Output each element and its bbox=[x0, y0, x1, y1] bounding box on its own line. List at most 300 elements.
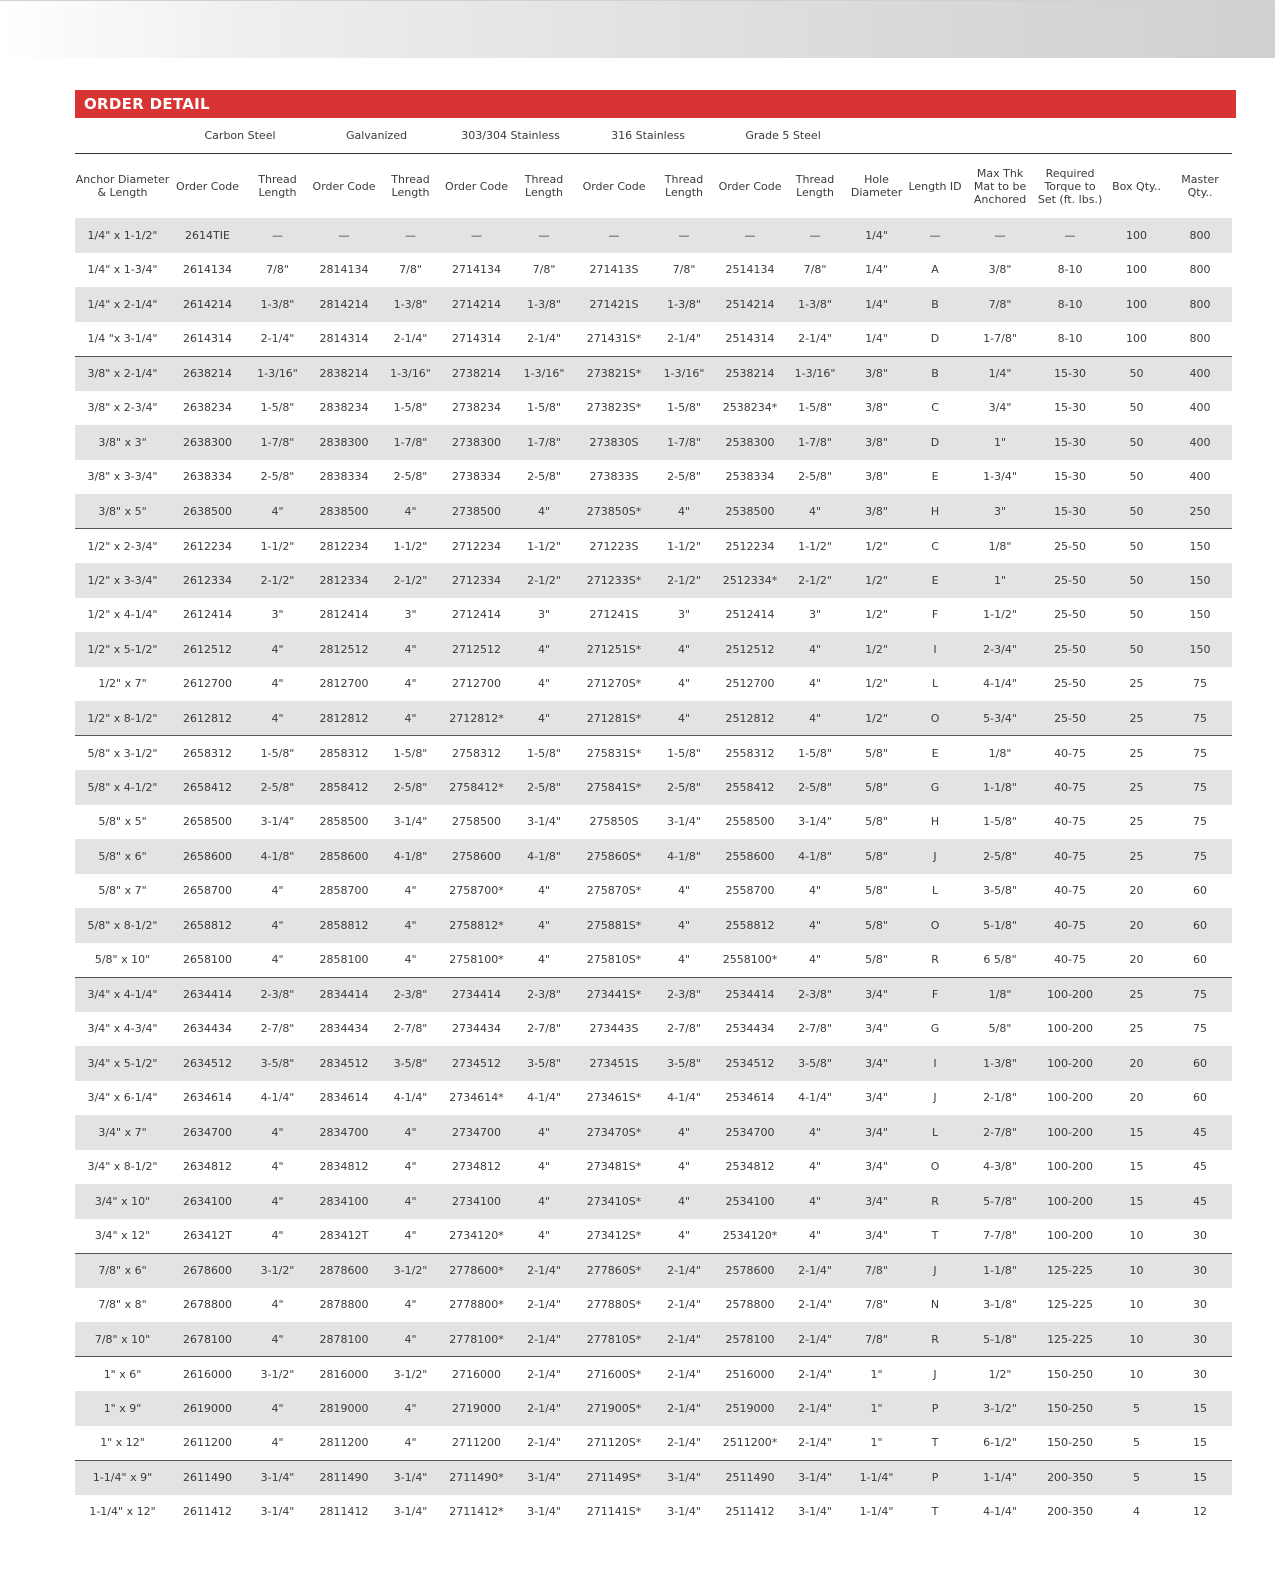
cell-anchor-diameter-length: 1/2" x 8-1/2" bbox=[75, 701, 170, 736]
cell-order-code: 2758100* bbox=[443, 943, 510, 978]
cell-order-code: 275850S bbox=[578, 805, 650, 840]
cell-order-code: 2658100 bbox=[170, 943, 245, 978]
cell-order-code: 2558700 bbox=[718, 874, 782, 909]
cell-thread-length: 4" bbox=[782, 1184, 848, 1219]
cell-box-qty: 25 bbox=[1105, 1012, 1168, 1047]
cell-order-code: 2514134 bbox=[718, 253, 782, 288]
cell-master-qty: 15 bbox=[1168, 1391, 1232, 1426]
cell-thread-length: 4" bbox=[650, 874, 718, 909]
cell-thread-length: 7/8" bbox=[650, 253, 718, 288]
cell-master-qty: 45 bbox=[1168, 1184, 1232, 1219]
table-row bbox=[75, 563, 1232, 598]
table-row bbox=[75, 1460, 1232, 1495]
cell-hole-diameter: 3/4" bbox=[848, 1081, 905, 1116]
cell-box-qty: 100 bbox=[1105, 322, 1168, 357]
cell-anchor-diameter-length: 1/4 "x 3-1/4" bbox=[75, 322, 170, 357]
cell-thread-length: 2-1/2" bbox=[378, 563, 443, 598]
cell-thread-length: 4" bbox=[378, 632, 443, 667]
cell-order-code: 2538500 bbox=[718, 494, 782, 529]
cell-order-code: 271149S* bbox=[578, 1460, 650, 1495]
cell-thread-length: 1-5/8" bbox=[650, 736, 718, 771]
table-row bbox=[75, 425, 1232, 460]
cell-order-code: 2612512 bbox=[170, 632, 245, 667]
cell-thread-length: 1-5/8" bbox=[378, 391, 443, 426]
cell-thread-length: 1-3/16" bbox=[510, 356, 578, 391]
cell-anchor-diameter-length: 5/8" x 10" bbox=[75, 943, 170, 978]
cell-thread-length: 4" bbox=[650, 908, 718, 943]
cell-hole-diameter: 3/4" bbox=[848, 1046, 905, 1081]
cell-order-code: 2834512 bbox=[310, 1046, 378, 1081]
order-detail-banner bbox=[75, 90, 1236, 118]
cell-max-thk-mat-to-be-anchored: 1" bbox=[965, 563, 1035, 598]
cell-order-code: 2812414 bbox=[310, 598, 378, 633]
cell-thread-length: 2-1/2" bbox=[650, 563, 718, 598]
cell-length-id: F bbox=[905, 598, 965, 633]
cell-order-code: 2512234 bbox=[718, 529, 782, 564]
cell-length-id: B bbox=[905, 356, 965, 391]
cell-thread-length: 4" bbox=[378, 1322, 443, 1357]
cell-thread-length: 3-5/8" bbox=[782, 1046, 848, 1081]
cell-order-code: 2519000 bbox=[718, 1391, 782, 1426]
cell-anchor-diameter-length: 5/8" x 6" bbox=[75, 839, 170, 874]
cell-length-id: I bbox=[905, 632, 965, 667]
cell-order-code: 2534100 bbox=[718, 1184, 782, 1219]
cell-order-code: 2834700 bbox=[310, 1115, 378, 1150]
cell-order-code: 2611412 bbox=[170, 1495, 245, 1530]
cell-length-id: L bbox=[905, 667, 965, 702]
table-row bbox=[75, 1150, 1232, 1185]
cell-thread-length: 4" bbox=[245, 494, 310, 529]
cell-box-qty: 50 bbox=[1105, 356, 1168, 391]
cell-required-torque-to-set-ft-lbs: 125-225 bbox=[1035, 1288, 1105, 1323]
cell-thread-length: 4" bbox=[650, 667, 718, 702]
cell-order-code: 2858312 bbox=[310, 736, 378, 771]
cell-master-qty: 400 bbox=[1168, 391, 1232, 426]
page-header-band bbox=[0, 0, 1275, 58]
cell-order-code: 2719000 bbox=[443, 1391, 510, 1426]
cell-order-code: 2634614 bbox=[170, 1081, 245, 1116]
cell-thread-length: 2-1/4" bbox=[782, 1357, 848, 1392]
cell-anchor-diameter-length: 7/8" x 8" bbox=[75, 1288, 170, 1323]
cell-thread-length: 4" bbox=[245, 1426, 310, 1461]
cell-thread-length: 4" bbox=[650, 701, 718, 736]
cell-box-qty: 20 bbox=[1105, 943, 1168, 978]
cell-required-torque-to-set-ft-lbs: 40-75 bbox=[1035, 736, 1105, 771]
cell-length-id: J bbox=[905, 839, 965, 874]
cell-thread-length: 2-1/2" bbox=[510, 563, 578, 598]
cell-order-code: 271421S bbox=[578, 287, 650, 322]
cell-thread-length: 2-1/4" bbox=[782, 1426, 848, 1461]
cell-thread-length: 4" bbox=[245, 1219, 310, 1254]
column-header-master-qty: Master Qty.. bbox=[1181, 173, 1219, 199]
cell-required-torque-to-set-ft-lbs: 100-200 bbox=[1035, 1046, 1105, 1081]
cell-box-qty: 50 bbox=[1105, 632, 1168, 667]
cell-thread-length: 4" bbox=[378, 701, 443, 736]
table-row bbox=[75, 632, 1232, 667]
cell-master-qty: 400 bbox=[1168, 460, 1232, 495]
cell-thread-length: 4-1/4" bbox=[378, 1081, 443, 1116]
cell-order-code: 2578600 bbox=[718, 1253, 782, 1288]
cell-hole-diameter: 3/4" bbox=[848, 1184, 905, 1219]
cell-order-code: 2678600 bbox=[170, 1253, 245, 1288]
cell-master-qty: 150 bbox=[1168, 598, 1232, 633]
cell-length-id: P bbox=[905, 1391, 965, 1426]
cell-order-code: 2714314 bbox=[443, 322, 510, 357]
cell-thread-length: 3-1/2" bbox=[378, 1357, 443, 1392]
cell-order-code: 2778800* bbox=[443, 1288, 510, 1323]
cell-hole-diameter: 1/4" bbox=[848, 253, 905, 288]
cell-master-qty: 15 bbox=[1168, 1460, 1232, 1495]
cell-thread-length: 3-1/4" bbox=[510, 1460, 578, 1495]
cell-master-qty: 15 bbox=[1168, 1426, 1232, 1461]
cell-length-id: T bbox=[905, 1426, 965, 1461]
cell-order-code: 2612334 bbox=[170, 563, 245, 598]
cell-master-qty: 30 bbox=[1168, 1253, 1232, 1288]
cell-hole-diameter: 3/4" bbox=[848, 977, 905, 1012]
cell-thread-length: 2-1/4" bbox=[782, 322, 848, 357]
cell-length-id: J bbox=[905, 1253, 965, 1288]
cell-required-torque-to-set-ft-lbs: 150-250 bbox=[1035, 1426, 1105, 1461]
cell-order-code: 2858500 bbox=[310, 805, 378, 840]
cell-anchor-diameter-length: 5/8" x 4-1/2" bbox=[75, 770, 170, 805]
cell-master-qty: 60 bbox=[1168, 943, 1232, 978]
cell-thread-length: 2-3/8" bbox=[245, 977, 310, 1012]
cell-thread-length: 2-5/8" bbox=[378, 770, 443, 805]
cell-length-id: O bbox=[905, 701, 965, 736]
cell-length-id: L bbox=[905, 874, 965, 909]
cell-thread-length: 3-1/4" bbox=[245, 1460, 310, 1495]
cell-thread-length: 3-1/4" bbox=[782, 1495, 848, 1530]
cell-thread-length: 4" bbox=[650, 494, 718, 529]
column-header-row bbox=[75, 154, 1232, 219]
cell-thread-length: 3-5/8" bbox=[510, 1046, 578, 1081]
cell-max-thk-mat-to-be-anchored: 5-1/8" bbox=[965, 1322, 1035, 1357]
table-row bbox=[75, 494, 1232, 529]
cell-order-code: 275841S* bbox=[578, 770, 650, 805]
cell-master-qty: 800 bbox=[1168, 322, 1232, 357]
cell-order-code: 273441S* bbox=[578, 977, 650, 1012]
cell-hole-diameter: 1" bbox=[848, 1391, 905, 1426]
cell-thread-length: 2-3/8" bbox=[782, 977, 848, 1012]
cell-order-code: 2558600 bbox=[718, 839, 782, 874]
cell-master-qty: 75 bbox=[1168, 977, 1232, 1012]
group-303-304-stainless: 303/304 Stainless bbox=[443, 118, 578, 154]
cell-thread-length: 2-1/4" bbox=[782, 1322, 848, 1357]
cell-thread-length: 4" bbox=[650, 632, 718, 667]
cell-order-code: 2734812 bbox=[443, 1150, 510, 1185]
cell-thread-length: 4" bbox=[510, 943, 578, 978]
cell-thread-length: 1-7/8" bbox=[510, 425, 578, 460]
cell-thread-length: — bbox=[650, 218, 718, 253]
cell-order-code: 2611200 bbox=[170, 1426, 245, 1461]
cell-order-code: 2612414 bbox=[170, 598, 245, 633]
cell-thread-length: 4" bbox=[378, 1150, 443, 1185]
cell-length-id: E bbox=[905, 563, 965, 598]
cell-anchor-diameter-length: 1" x 6" bbox=[75, 1357, 170, 1392]
cell-order-code: 2711490* bbox=[443, 1460, 510, 1495]
table-row bbox=[75, 391, 1232, 426]
cell-order-code: 2819000 bbox=[310, 1391, 378, 1426]
cell-thread-length: 2-5/8" bbox=[782, 460, 848, 495]
cell-order-code: 2758500 bbox=[443, 805, 510, 840]
cell-length-id: F bbox=[905, 977, 965, 1012]
cell-order-code: 2812512 bbox=[310, 632, 378, 667]
cell-anchor-diameter-length: 5/8" x 3-1/2" bbox=[75, 736, 170, 771]
cell-thread-length: 4" bbox=[245, 943, 310, 978]
table-row bbox=[75, 460, 1232, 495]
cell-thread-length: 3-5/8" bbox=[245, 1046, 310, 1081]
cell-order-code: 271281S* bbox=[578, 701, 650, 736]
cell-thread-length: 4" bbox=[378, 667, 443, 702]
cell-thread-length: 4" bbox=[245, 632, 310, 667]
cell-hole-diameter: 7/8" bbox=[848, 1253, 905, 1288]
cell-required-torque-to-set-ft-lbs: 15-30 bbox=[1035, 460, 1105, 495]
cell-order-code: 2658312 bbox=[170, 736, 245, 771]
cell-order-code: 2634100 bbox=[170, 1184, 245, 1219]
cell-anchor-diameter-length: 3/8" x 3-3/4" bbox=[75, 460, 170, 495]
table-row bbox=[75, 1357, 1232, 1392]
cell-thread-length: 4" bbox=[510, 667, 578, 702]
cell-order-code: 2538334 bbox=[718, 460, 782, 495]
cell-master-qty: 75 bbox=[1168, 770, 1232, 805]
cell-order-code: 277880S* bbox=[578, 1288, 650, 1323]
cell-thread-length: 4" bbox=[510, 1150, 578, 1185]
cell-box-qty: 15 bbox=[1105, 1150, 1168, 1185]
cell-hole-diameter: 3/4" bbox=[848, 1150, 905, 1185]
cell-thread-length: 1-3/8" bbox=[650, 287, 718, 322]
cell-thread-length: 2-1/4" bbox=[782, 1288, 848, 1323]
table-row bbox=[75, 1495, 1232, 1530]
cell-max-thk-mat-to-be-anchored: 3-1/8" bbox=[965, 1288, 1035, 1323]
cell-box-qty: 50 bbox=[1105, 391, 1168, 426]
cell-required-torque-to-set-ft-lbs: 100-200 bbox=[1035, 1219, 1105, 1254]
cell-anchor-diameter-length: 5/8" x 5" bbox=[75, 805, 170, 840]
cell-anchor-diameter-length: 1/2" x 5-1/2" bbox=[75, 632, 170, 667]
cell-required-torque-to-set-ft-lbs: 200-350 bbox=[1035, 1460, 1105, 1495]
cell-order-code: 2758600 bbox=[443, 839, 510, 874]
cell-box-qty: 10 bbox=[1105, 1288, 1168, 1323]
cell-order-code: 2734700 bbox=[443, 1115, 510, 1150]
cell-length-id: G bbox=[905, 770, 965, 805]
cell-box-qty: 25 bbox=[1105, 701, 1168, 736]
cell-thread-length: 4" bbox=[510, 632, 578, 667]
cell-thread-length: 2-7/8" bbox=[510, 1012, 578, 1047]
cell-master-qty: 30 bbox=[1168, 1357, 1232, 1392]
cell-thread-length: 2-1/4" bbox=[510, 1426, 578, 1461]
cell-thread-length: 7/8" bbox=[510, 253, 578, 288]
cell-length-id: O bbox=[905, 908, 965, 943]
cell-order-code: 2534614 bbox=[718, 1081, 782, 1116]
cell-order-code: 2712812* bbox=[443, 701, 510, 736]
cell-thread-length: 1-3/8" bbox=[782, 287, 848, 322]
cell-max-thk-mat-to-be-anchored: 5-7/8" bbox=[965, 1184, 1035, 1219]
cell-thread-length: 4" bbox=[245, 874, 310, 909]
cell-box-qty: 10 bbox=[1105, 1322, 1168, 1357]
cell-order-code: 273821S* bbox=[578, 356, 650, 391]
cell-thread-length: — bbox=[510, 218, 578, 253]
cell-max-thk-mat-to-be-anchored: — bbox=[965, 218, 1035, 253]
cell-thread-length: 4-1/8" bbox=[650, 839, 718, 874]
cell-thread-length: 4" bbox=[245, 667, 310, 702]
cell-thread-length: — bbox=[245, 218, 310, 253]
cell-order-code: 2838234 bbox=[310, 391, 378, 426]
table-row bbox=[75, 598, 1232, 633]
cell-hole-diameter: 5/8" bbox=[848, 908, 905, 943]
cell-order-code: 2578100 bbox=[718, 1322, 782, 1357]
cell-order-code: 2812812 bbox=[310, 701, 378, 736]
cell-order-code: 2619000 bbox=[170, 1391, 245, 1426]
column-header-thread-length: Thread Length bbox=[391, 173, 430, 199]
cell-order-code: 271431S* bbox=[578, 322, 650, 357]
cell-length-id: L bbox=[905, 1115, 965, 1150]
cell-thread-length: 4" bbox=[245, 1322, 310, 1357]
table-row bbox=[75, 770, 1232, 805]
column-header-order-code: Order Code bbox=[445, 179, 508, 193]
cell-thread-length: 3-1/4" bbox=[378, 1460, 443, 1495]
cell-order-code: 277810S* bbox=[578, 1322, 650, 1357]
cell-order-code: 2512334* bbox=[718, 563, 782, 598]
cell-required-torque-to-set-ft-lbs: 200-350 bbox=[1035, 1495, 1105, 1530]
cell-anchor-diameter-length: 3/4" x 4-1/4" bbox=[75, 977, 170, 1012]
cell-thread-length: 4" bbox=[378, 1184, 443, 1219]
cell-box-qty: 10 bbox=[1105, 1219, 1168, 1254]
column-header-length-id: Length ID bbox=[908, 179, 962, 193]
cell-order-code: 2534414 bbox=[718, 977, 782, 1012]
cell-order-code: 2611490 bbox=[170, 1460, 245, 1495]
cell-box-qty: 5 bbox=[1105, 1460, 1168, 1495]
cell-box-qty: 5 bbox=[1105, 1426, 1168, 1461]
cell-order-code: 2758812* bbox=[443, 908, 510, 943]
cell-order-code: 271900S* bbox=[578, 1391, 650, 1426]
cell-thread-length: 1-1/2" bbox=[510, 529, 578, 564]
cell-length-id: R bbox=[905, 1322, 965, 1357]
cell-thread-length: 3" bbox=[650, 598, 718, 633]
cell-thread-length: 1-5/8" bbox=[245, 391, 310, 426]
cell-box-qty: 25 bbox=[1105, 667, 1168, 702]
group-316-stainless: 316 Stainless bbox=[578, 118, 718, 154]
cell-order-code: 2838300 bbox=[310, 425, 378, 460]
cell-order-code: 2512700 bbox=[718, 667, 782, 702]
cell-thread-length: 2-5/8" bbox=[378, 460, 443, 495]
cell-thread-length: 3-1/2" bbox=[245, 1357, 310, 1392]
cell-hole-diameter: 3/4" bbox=[848, 1115, 905, 1150]
cell-order-code: 2558312 bbox=[718, 736, 782, 771]
cell-max-thk-mat-to-be-anchored: 1/4" bbox=[965, 356, 1035, 391]
cell-anchor-diameter-length: 3/4" x 6-1/4" bbox=[75, 1081, 170, 1116]
cell-box-qty: 100 bbox=[1105, 287, 1168, 322]
column-header-thread-length: Thread Length bbox=[664, 173, 704, 199]
cell-box-qty: 20 bbox=[1105, 1081, 1168, 1116]
cell-order-code: 2738500 bbox=[443, 494, 510, 529]
cell-hole-diameter: 1/4" bbox=[848, 322, 905, 357]
cell-required-torque-to-set-ft-lbs: 25-50 bbox=[1035, 598, 1105, 633]
cell-required-torque-to-set-ft-lbs: 40-75 bbox=[1035, 943, 1105, 978]
cell-order-code: 2658600 bbox=[170, 839, 245, 874]
cell-order-code: 2812234 bbox=[310, 529, 378, 564]
cell-thread-length: 4-1/8" bbox=[782, 839, 848, 874]
cell-order-code: 2858100 bbox=[310, 943, 378, 978]
cell-box-qty: 5 bbox=[1105, 1391, 1168, 1426]
cell-thread-length: 4" bbox=[245, 1391, 310, 1426]
cell-thread-length: 4-1/8" bbox=[510, 839, 578, 874]
cell-thread-length: 2-1/2" bbox=[245, 563, 310, 598]
cell-order-code: 2614314 bbox=[170, 322, 245, 357]
cell-hole-diameter: 1-1/4" bbox=[848, 1495, 905, 1530]
cell-thread-length: 2-1/4" bbox=[650, 1357, 718, 1392]
cell-thread-length: 1-7/8" bbox=[782, 425, 848, 460]
cell-max-thk-mat-to-be-anchored: 5-3/4" bbox=[965, 701, 1035, 736]
cell-order-code: — bbox=[443, 218, 510, 253]
table-row bbox=[75, 253, 1232, 288]
cell-thread-length: 4" bbox=[245, 908, 310, 943]
cell-order-code: 2658700 bbox=[170, 874, 245, 909]
cell-thread-length: 3-1/4" bbox=[782, 1460, 848, 1495]
cell-required-torque-to-set-ft-lbs: 25-50 bbox=[1035, 632, 1105, 667]
cell-order-code: 2838334 bbox=[310, 460, 378, 495]
cell-thread-length: 4" bbox=[510, 701, 578, 736]
order-detail-table bbox=[75, 118, 1232, 1529]
cell-thread-length: 1-1/2" bbox=[245, 529, 310, 564]
cell-thread-length: 4-1/4" bbox=[782, 1081, 848, 1116]
cell-thread-length: 1-7/8" bbox=[245, 425, 310, 460]
cell-thread-length: 4" bbox=[245, 1150, 310, 1185]
cell-thread-length: 7/8" bbox=[782, 253, 848, 288]
cell-thread-length: 3-1/4" bbox=[245, 805, 310, 840]
cell-order-code: 2714214 bbox=[443, 287, 510, 322]
cell-thread-length: 1-5/8" bbox=[378, 736, 443, 771]
cell-order-code: 2511200* bbox=[718, 1426, 782, 1461]
cell-length-id: E bbox=[905, 736, 965, 771]
cell-box-qty: 25 bbox=[1105, 770, 1168, 805]
cell-master-qty: 800 bbox=[1168, 253, 1232, 288]
cell-length-id: A bbox=[905, 253, 965, 288]
cell-thread-length: 2-1/4" bbox=[782, 1253, 848, 1288]
cell-thread-length: 4-1/4" bbox=[245, 1081, 310, 1116]
cell-anchor-diameter-length: 1/4" x 1-1/2" bbox=[75, 218, 170, 253]
cell-thread-length: 3-1/4" bbox=[510, 1495, 578, 1530]
cell-thread-length: 3" bbox=[510, 598, 578, 633]
cell-thread-length: 1-1/2" bbox=[378, 529, 443, 564]
cell-master-qty: 150 bbox=[1168, 632, 1232, 667]
cell-order-code: 2738234 bbox=[443, 391, 510, 426]
cell-max-thk-mat-to-be-anchored: 7/8" bbox=[965, 287, 1035, 322]
cell-order-code: 273850S* bbox=[578, 494, 650, 529]
cell-thread-length: 2-1/4" bbox=[510, 1288, 578, 1323]
cell-thread-length: 3-1/4" bbox=[650, 805, 718, 840]
group-grade-5-steel: Grade 5 Steel bbox=[718, 118, 848, 154]
cell-box-qty: 25 bbox=[1105, 736, 1168, 771]
column-header-order-code: Order Code bbox=[176, 179, 239, 193]
cell-order-code: 2516000 bbox=[718, 1357, 782, 1392]
cell-thread-length: 1-5/8" bbox=[510, 736, 578, 771]
cell-order-code: 2638214 bbox=[170, 356, 245, 391]
cell-max-thk-mat-to-be-anchored: 2-7/8" bbox=[965, 1115, 1035, 1150]
cell-order-code: 2758700* bbox=[443, 874, 510, 909]
cell-order-code: 2534434 bbox=[718, 1012, 782, 1047]
cell-hole-diameter: 1/2" bbox=[848, 667, 905, 702]
cell-order-code: 2814134 bbox=[310, 253, 378, 288]
cell-thread-length: 4" bbox=[782, 667, 848, 702]
cell-anchor-diameter-length: 1/2" x 7" bbox=[75, 667, 170, 702]
table-row bbox=[75, 1219, 1232, 1254]
cell-required-torque-to-set-ft-lbs: 15-30 bbox=[1035, 425, 1105, 460]
cell-order-code: 2614134 bbox=[170, 253, 245, 288]
cell-order-code: 2678100 bbox=[170, 1322, 245, 1357]
cell-order-code: 2858700 bbox=[310, 874, 378, 909]
cell-thread-length: 2-1/4" bbox=[510, 1322, 578, 1357]
cell-required-torque-to-set-ft-lbs: 125-225 bbox=[1035, 1253, 1105, 1288]
cell-master-qty: 30 bbox=[1168, 1219, 1232, 1254]
